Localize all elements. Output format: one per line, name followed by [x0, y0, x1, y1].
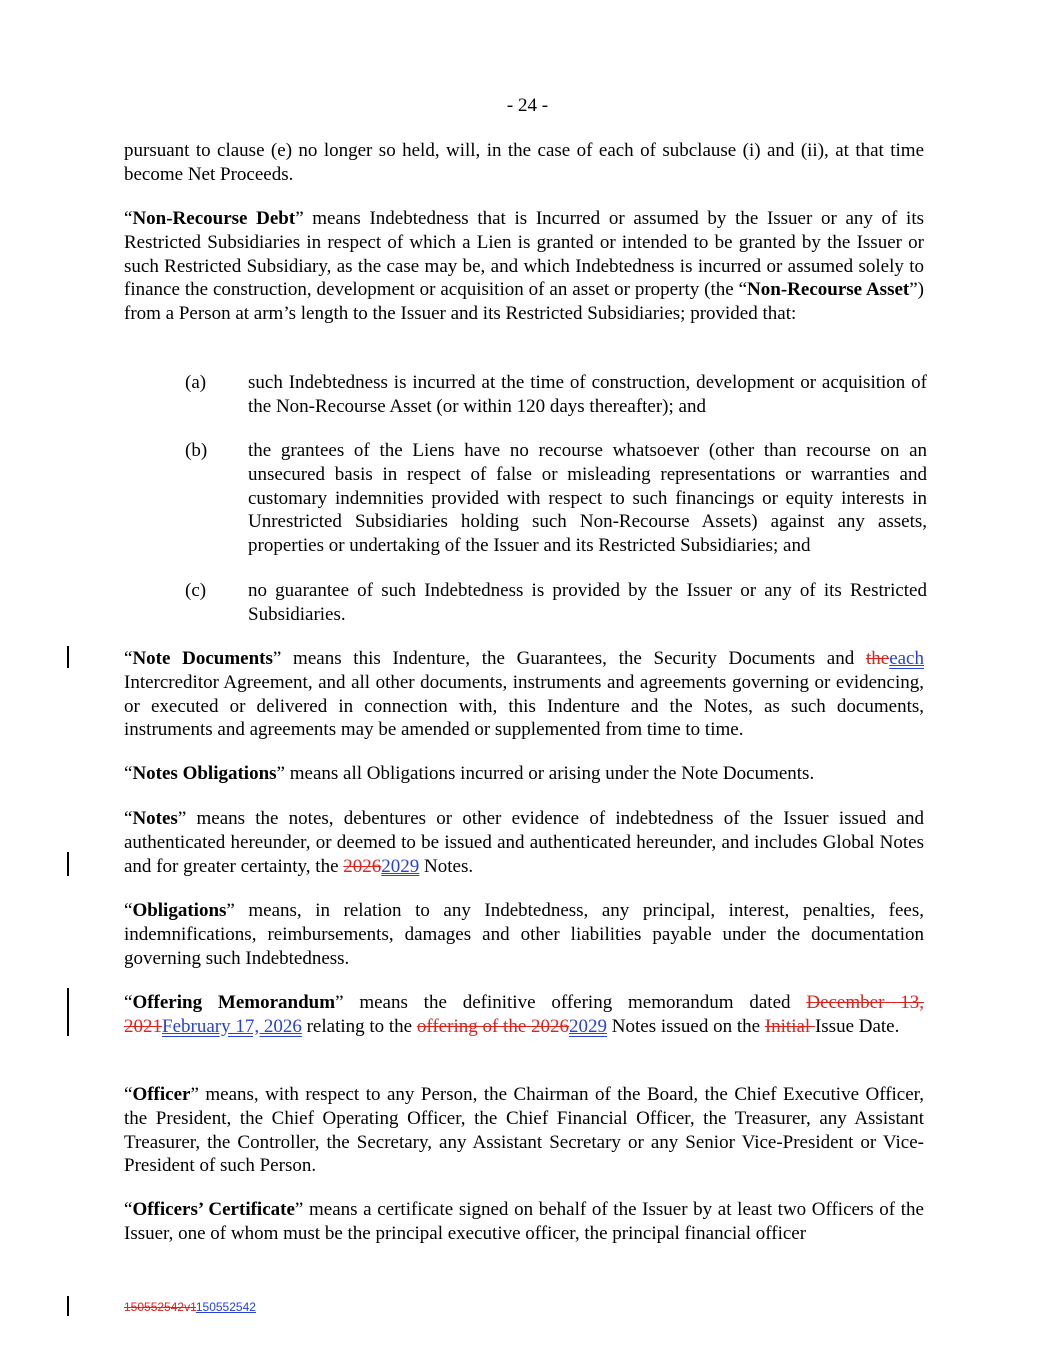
page-number: - 24 -: [506, 95, 549, 116]
term-officer: Officer: [132, 1084, 191, 1105]
term-officers-certificate: Officers’ Certificate: [132, 1199, 295, 1220]
deleted-doc-id: 150552542v1: [124, 1300, 196, 1314]
definition-non-recourse-debt: “Non-Recourse Debt” means Indebtedness that is Incurred or assumed by the Issuer or any of its Restricted Subsidiaries in respect of which a Lien is granted or intended to be granted by the Issuer or such Restricted Subsidiary, as the case may be, and which Indebtedness is incurred or assumed solely to finance the construction, development or acquisition of an asset or property (the “Non-Recourse Asset”) from a Person at arm’s length to the Issuer and its Restricted Subsidiaries; provided that:: [124, 208, 924, 325]
inserted-text: 2029: [569, 1015, 608, 1037]
term-offering-memorandum: Offering Memorandum: [132, 992, 336, 1013]
definition-notes: “Notes” means the notes, debentures or other evidence of indebtedness of the Issuer issued and authenticated hereunder, or deemed to be issued and authenticated hereunder, and includes Global Notes and for greater certainty, the 20262029 Notes.: [124, 808, 924, 877]
list-item-text: such Indebtedness is incurred at the time of construction, development or acquisition of the Non-Recourse Asset (or within 120 days thereafter); and: [248, 372, 927, 417]
change-bar: [67, 646, 69, 668]
list-item-label: (a): [185, 372, 207, 393]
term-non-recourse-debt: Non-Recourse Debt: [132, 208, 296, 229]
definition-officers-certificate: “Officers’ Certificate” means a certificate signed on behalf of the Issuer by at least two Officers of the Issuer, one of whom must be the principal executive officer, the principal financial officer: [124, 1199, 924, 1244]
change-bar: [67, 1296, 69, 1316]
list-item-text: no guarantee of such Indebtedness is provided by the Issuer or any of its Restricted Subsidiaries.: [248, 580, 927, 625]
definition-notes-obligations: “Notes Obligations” means all Obligations incurred or arising under the Note Documents.: [124, 763, 815, 784]
list-item-label: (b): [185, 440, 208, 461]
definition-offering-memorandum: “Offering Memorandum” means the definitive offering memorandum dated December 13, 2021February 17, 2026 relating to the offering of the 20262029 Notes issued on the Initial Issue Date.: [124, 992, 924, 1037]
list-item-text: the grantees of the Liens have no recourse whatsoever (other than recourse on an unsecured basis in respect of false or misleading representations or warranties and customary indemnities provided with respect to such financings or equity interests in Unrestricted Subsidiaries holding such Non-Recourse Assets) against any assets, properties or undertaking of the Issuer and its Restricted Subsidiaries; and: [248, 440, 927, 557]
term-non-recourse-asset: Non-Recourse Asset: [747, 279, 910, 301]
deleted-text: the: [865, 648, 890, 669]
inserted-text: 2029: [381, 855, 420, 877]
list-item-label: (c): [185, 580, 207, 601]
term-obligations: Obligations: [132, 900, 227, 921]
inserted-text: February 17, 2026: [162, 1015, 302, 1037]
definition-officer: “Officer” means, with respect to any Person, the Chairman of the Board, the Chief Executive Officer, the President, the Chief Operating Officer, the Chief Financial Officer, the Treasurer, any Assistant Treasurer, the Controller, the Secretary, any Assistant Secretary or any Senior Vice-President or Vice-President of such Person.: [124, 1084, 924, 1177]
document-id-footer: [124, 1299, 256, 1315]
definition-obligations: “Obligations” means, in relation to any Indebtedness, any principal, interest, penalties, fees, indemnifications, reimbursements, damages and other liabilities payable under the documentation governing such Indebtedness.: [124, 900, 924, 969]
term-notes-obligations: Notes Obligations: [132, 763, 277, 784]
deleted-text: Initial: [764, 1015, 815, 1037]
inserted-doc-id: 150552542: [195, 1300, 256, 1314]
definition-note-documents: “Note Documents” means this Indenture, the Guarantees, the Security Documents and theeach Intercreditor Agreement, and all other documents, instruments and agreements governing or evidencing, or executed or delivered in connection with, this Indenture and the Notes, as such documents, instruments and agreements may be amended or supplemented from time to time.: [124, 648, 924, 741]
deleted-text: 2026: [343, 855, 382, 877]
term-note-documents: Note Documents: [132, 648, 273, 669]
paragraph-net-proceeds: pursuant to clause (e) no longer so held, will, in the case of each of subclause (i) and (ii), at that time become Net Proceeds.: [124, 140, 924, 185]
change-bar: [67, 852, 69, 876]
inserted-text: each: [889, 648, 924, 669]
term-notes: Notes: [132, 808, 178, 829]
change-bar: [67, 988, 69, 1036]
deleted-text: December 13, 2021: [124, 992, 924, 1037]
deleted-text: offering of the 2026: [416, 1015, 570, 1037]
